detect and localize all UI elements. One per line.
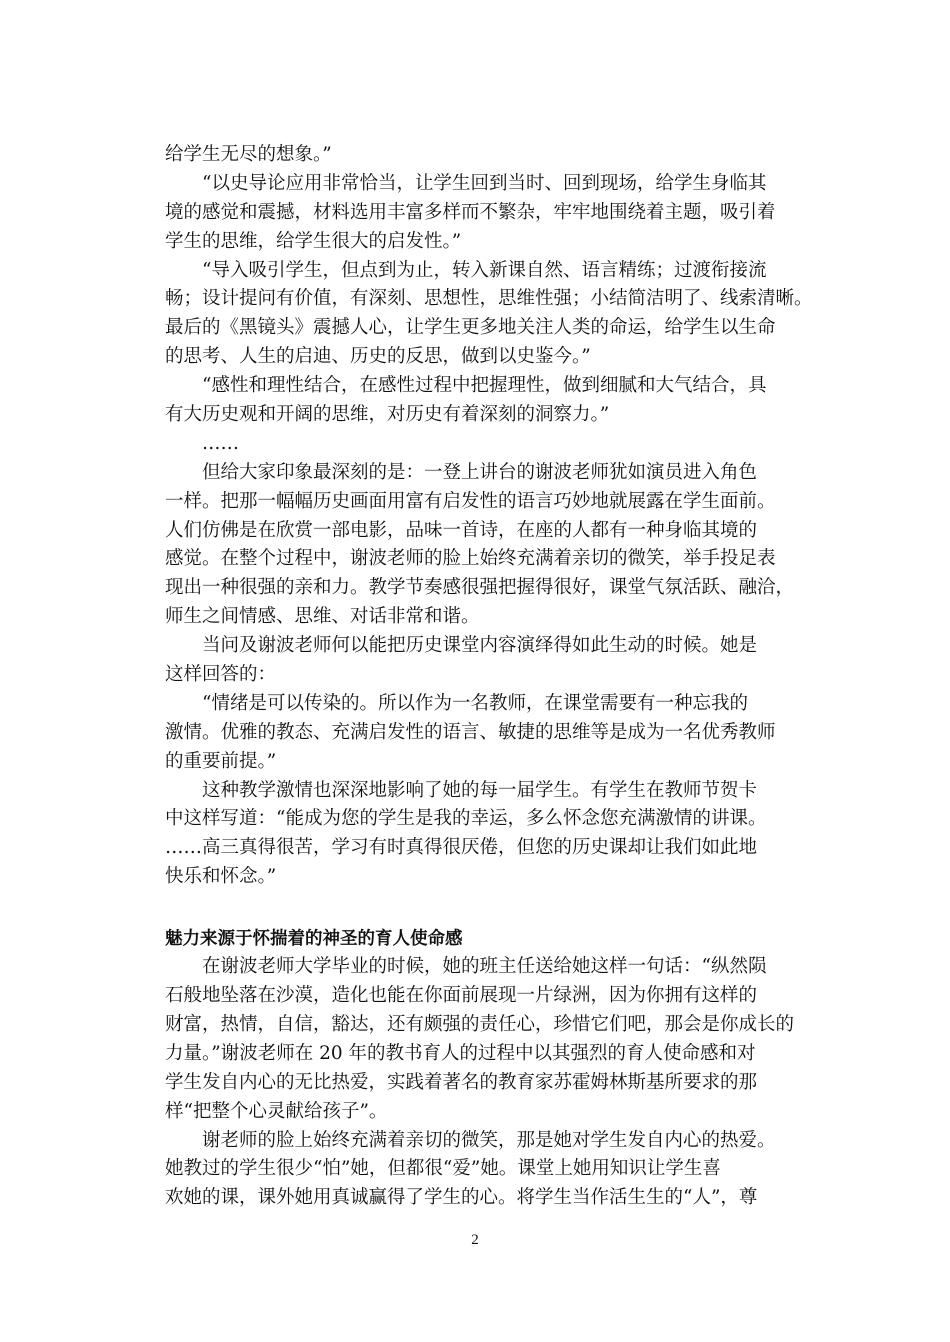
text-line: 给学生无尽的想象。” — [165, 144, 332, 165]
text-line: 欢她的课，课外她用真诚赢得了学生的心。将学生当作活生生的“人”，尊 — [165, 1187, 758, 1209]
text-line: 这样回答的： — [165, 664, 277, 686]
text-line: 学生的思维，给学生很大的启发性。” — [165, 230, 462, 252]
text-line: “感性和理性结合，在感性过程中把握理性，做到细腻和大气结合，具 — [202, 375, 767, 397]
text-line: 石般地坠落在沙漠，造化也能在你面前展现一片绿洲，因为你拥有这样的 — [165, 985, 758, 1007]
text-line: 当问及谢波老师何以能把历史课堂内容演绎得如此生动的时候。她是 — [202, 635, 758, 657]
paragraph-block-bottom — [165, 953, 795, 1213]
text-line: 感觉。在整个过程中，谢波老师的脸上始终充满着亲切的微笑，举手投足表 — [165, 548, 776, 570]
text-line: 学生发自内心的无比热爱，实践着著名的教育家苏霍姆林斯基所要求的那 — [165, 1071, 758, 1093]
document-body — [165, 141, 813, 1213]
text-line: 谢老师的脸上始终充满着亲切的微笑，那是她对学生发自内心的热爱。 — [202, 1129, 776, 1151]
text-line: “情绪是可以传染的。所以作为一名教师，在课堂需要有一种忘我的 — [202, 692, 748, 714]
text-line: 这种教学激情也深深地影响了她的每一届学生。有学生在教师节贺卡 — [202, 779, 758, 801]
text-line: 最后的《黑镜头》震撼人心，让学生更多地关注人类的命运，给学生以生命 — [165, 317, 776, 339]
text-line: 有大历史观和开阔的思维，对历史有着深刻的洞察力。” — [165, 404, 610, 426]
text-line: “导入吸引学生，但点到为止，转入新课自然、语言精练；过渡衔接流 — [202, 259, 767, 281]
text-line: 在谢波老师大学毕业的时候，她的班主任送给她这样一句话：“纵然陨 — [202, 956, 767, 978]
text-line: ……高三真得很苦，学习有时真得很厌倦，但您的历史课却让我们如此地 — [165, 837, 758, 859]
page-number: 2 — [471, 1232, 479, 1248]
paragraph-block-top — [165, 141, 813, 892]
text-line: 的重要前提。” — [165, 750, 277, 772]
text-line: 中这样写道：“能成为您的学生是我的幸运，多么怀念您充满激情的讲课。 — [165, 808, 767, 830]
text-line: 激情。优雅的教态、充满启发性的语言、敏捷的思维等是成为一名优秀教师 — [165, 721, 776, 743]
text-line: 师生之间情感、思维、对话非常和谐。 — [165, 606, 480, 628]
text-line: 人们仿佛是在欣赏一部电影，品味一首诗，在座的人都有一种身临其境的 — [165, 519, 758, 541]
text-line: 但给大家印象最深刻的是：一登上讲台的谢波老师犹如演员进入角色 — [202, 461, 758, 483]
text-line: 财富，热情，自信，豁达，还有颇强的责任心，珍惜它们吧，那会是你成长的 — [165, 1013, 795, 1035]
text-line: 现出一种很强的亲和力。教学节奏感很强把握得很好，课堂气氛活跃、融洽， — [165, 577, 795, 599]
text-line: 境的感觉和震撼，材料选用丰富多样而不繁杂，牢牢地围绕着主题，吸引着 — [165, 201, 776, 223]
text-line: 快乐和怀念。” — [165, 866, 277, 888]
text-line: 力量。”谢波老师在 20 年的教书育人的过程中以其强烈的育人使命感和对 — [165, 1042, 756, 1064]
text-line: 她教过的学生很少“怕”她，但都很“爱”她。课堂上她用知识让学生喜 — [165, 1158, 721, 1180]
text-line: …… — [202, 432, 239, 454]
text-line: 一样。把那一幅幅历史画面用富有启发性的语言巧妙地就展露在学生面前。 — [165, 490, 776, 512]
text-line: 的思考、人生的启迪、历史的反思，做到以史鉴今。” — [165, 346, 591, 368]
text-line: “以史导论应用非常恰当，让学生回到当时、回到现场，给学生身临其 — [202, 172, 767, 194]
text-line: 样“把整个心灵献给孩子”。 — [165, 1100, 388, 1122]
text-line: 畅；设计提问有价值，有深刻、思想性，思维性强；小结简洁明了、线索清晰。 — [165, 288, 813, 310]
section-heading: 魅力来源于怀揣着的神圣的育人使命感 — [165, 929, 463, 950]
